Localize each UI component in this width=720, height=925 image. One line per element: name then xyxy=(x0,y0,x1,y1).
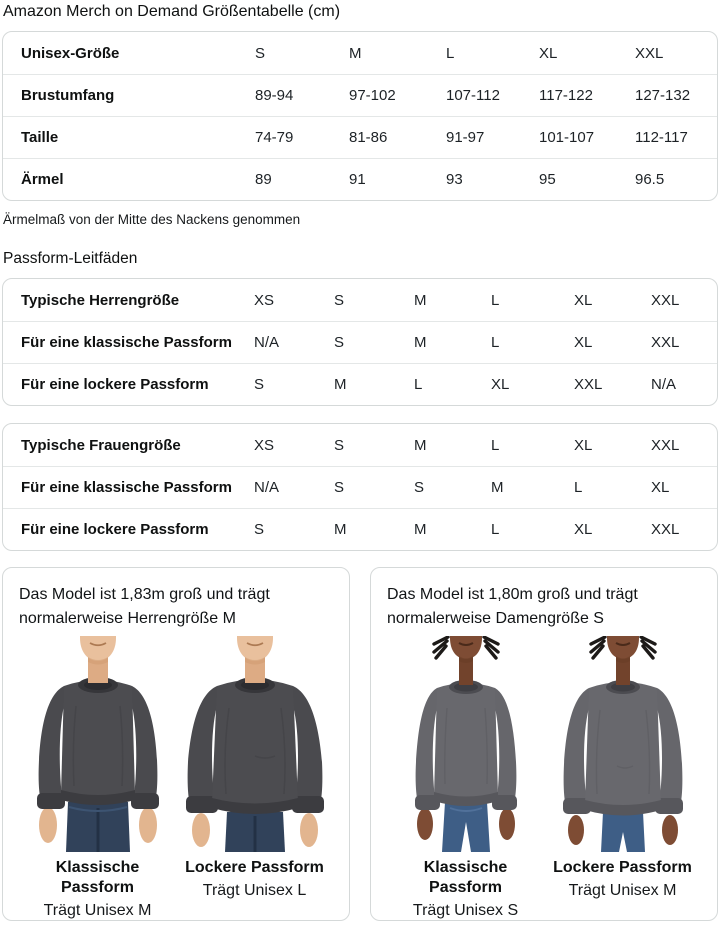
table-row xyxy=(3,363,717,405)
table-row xyxy=(3,74,717,116)
value-cell: 81-86 xyxy=(349,129,388,146)
value-cell: XL xyxy=(491,376,510,393)
row-label: Typische Frauengröße xyxy=(21,436,181,454)
fit-label: Klassische Passform xyxy=(55,859,140,896)
value-cell: S xyxy=(334,291,345,309)
value-cell: S xyxy=(254,376,265,393)
loose-fit-figure xyxy=(544,636,701,921)
mens-fit-table xyxy=(2,278,718,406)
value-cell: 127-132 xyxy=(635,87,691,104)
row-label: Für eine lockere Passform xyxy=(21,376,209,393)
sweatshirt xyxy=(563,680,683,816)
value-cell: 93 xyxy=(446,171,463,188)
value-cell: 89 xyxy=(255,171,272,188)
size-cell: S xyxy=(255,44,266,62)
value-cell: L xyxy=(491,334,500,351)
model-figures xyxy=(387,636,701,921)
classic-fit-figure xyxy=(387,636,544,921)
size-label: Trägt Unisex M xyxy=(43,902,152,919)
loose-fit-figure xyxy=(176,636,333,921)
value-cell: XL xyxy=(574,521,593,538)
row-label: Für eine klassische Passform xyxy=(21,334,232,351)
value-cell: 74-79 xyxy=(255,129,294,146)
table-row xyxy=(3,158,717,200)
value-cell: M xyxy=(414,521,427,538)
model-cards xyxy=(2,567,718,921)
row-label: Ärmel xyxy=(21,171,64,188)
value-cell: L xyxy=(491,521,500,538)
value-cell: S xyxy=(334,334,345,351)
value-cell: S xyxy=(254,521,265,538)
value-cell: XS xyxy=(254,436,275,454)
value-cell: M xyxy=(414,436,427,454)
row-label: Für eine lockere Passform xyxy=(21,521,209,538)
value-cell: XL xyxy=(574,291,593,309)
table-row xyxy=(3,32,717,74)
value-cell: S xyxy=(414,479,425,496)
value-cell: 89-94 xyxy=(255,87,294,104)
head xyxy=(237,636,273,683)
fit-label: Lockere Passform xyxy=(185,859,324,876)
value-cell: L xyxy=(491,291,500,309)
table-row xyxy=(3,466,717,508)
table-row xyxy=(3,508,717,550)
value-cell: 91-97 xyxy=(446,129,485,146)
female-loose-fit-photo xyxy=(547,636,699,852)
table-row xyxy=(3,424,717,466)
value-cell: N/A xyxy=(651,376,677,393)
jeans xyxy=(66,802,130,852)
mens-model-card xyxy=(2,567,350,921)
male-classic-fit-photo xyxy=(22,636,174,852)
value-cell: M xyxy=(414,334,427,351)
value-cell: XXL xyxy=(651,436,680,454)
fit-guides-heading: Passform-Leitfäden xyxy=(3,250,138,267)
sweatshirt xyxy=(186,677,324,814)
value-cell: M xyxy=(334,376,347,393)
value-cell: XXL xyxy=(574,376,603,393)
value-cell: N/A xyxy=(254,479,280,496)
value-cell: 117-122 xyxy=(539,87,593,104)
size-cell: L xyxy=(446,44,455,62)
table-row xyxy=(3,116,717,158)
value-cell: 96.5 xyxy=(635,171,665,188)
female-classic-fit-photo xyxy=(390,636,542,852)
jeans xyxy=(442,802,490,852)
head xyxy=(591,636,655,685)
value-cell: M xyxy=(414,291,427,309)
fit-label: Klassische Passform xyxy=(423,859,508,896)
size-cell: XL xyxy=(539,44,558,62)
value-cell: XL xyxy=(574,436,593,454)
value-cell: XL xyxy=(651,479,670,496)
value-cell: XXL xyxy=(651,334,680,351)
row-label: Typische Herrengröße xyxy=(21,291,180,309)
row-label: Taille xyxy=(21,129,59,146)
value-cell: L xyxy=(574,479,583,496)
head xyxy=(434,636,498,685)
value-cell: L xyxy=(491,436,500,454)
value-cell: XL xyxy=(574,334,593,351)
male-loose-fit-photo xyxy=(179,636,331,852)
womens-fit-table xyxy=(2,423,718,551)
value-cell: S xyxy=(334,436,345,454)
value-cell: 97-102 xyxy=(349,87,396,104)
sleeve-measurement-note: Ärmelmaß von der Mitte des Nackens genommen xyxy=(3,212,301,227)
table-row xyxy=(3,321,717,363)
model-description: Das Model ist 1,83m groß und trägt normalerweise Herrengröße M xyxy=(19,586,270,627)
value-cell: XXL xyxy=(651,521,680,538)
size-label: Trägt Unisex L xyxy=(202,882,307,899)
model-figures xyxy=(19,636,333,921)
size-label: Trägt Unisex M xyxy=(568,882,677,899)
value-cell: XXL xyxy=(651,291,680,309)
sweatshirt xyxy=(37,677,159,809)
size-label: Trägt Unisex S xyxy=(412,902,519,919)
size-cell: XXL xyxy=(635,44,664,62)
table-row xyxy=(3,279,717,321)
row-label: Unisex-Größe xyxy=(21,44,120,62)
value-cell: 101-107 xyxy=(539,129,595,146)
unisex-size-table xyxy=(2,31,718,201)
row-label: Für eine klassische Passform xyxy=(21,479,232,496)
value-cell: 91 xyxy=(349,171,366,188)
womens-model-card xyxy=(370,567,718,921)
model-description: Das Model ist 1,80m groß und trägt normalerweise Damengröße S xyxy=(387,586,638,627)
sweatshirt xyxy=(415,680,517,810)
value-cell: 107-112 xyxy=(446,87,500,104)
value-cell: M xyxy=(491,479,504,496)
value-cell: M xyxy=(334,521,347,538)
row-label: Brustumfang xyxy=(21,87,115,104)
classic-fit-figure xyxy=(19,636,176,921)
value-cell: 95 xyxy=(539,171,556,188)
jeans xyxy=(601,812,645,852)
page-title: Amazon Merch on Demand Größentabelle (cm) xyxy=(3,3,341,20)
jeans xyxy=(225,812,285,852)
value-cell: N/A xyxy=(254,334,280,351)
value-cell: XS xyxy=(254,291,275,309)
value-cell: L xyxy=(414,376,423,393)
fit-label: Lockere Passform xyxy=(553,859,692,876)
head xyxy=(80,636,116,683)
size-cell: M xyxy=(349,44,362,62)
value-cell: 112-117 xyxy=(635,129,688,146)
value-cell: S xyxy=(334,479,345,496)
